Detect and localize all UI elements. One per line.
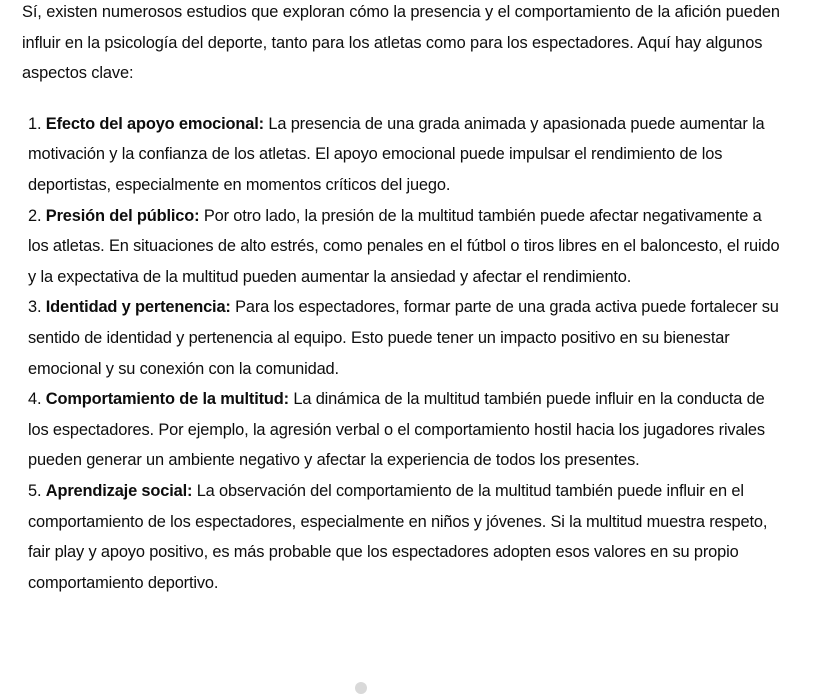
point-text: La observación del comportamiento de la multitud también puede influir en el comportamiento de los espectadores, especialmente en niños y jóvenes. Si la multitud muestra respeto, fair play y apoyo positivo, es más probable que los espectadores adopten esos valores en su propio comportamiento deportivo. [28,481,768,592]
point-title: Presión del público: [45,206,200,225]
intro-paragraph: Sí, existen numerosos estudios que exploran cómo la presencia y el comportamiento de la afición pueden influir en la psicología del deporte, tanto para los atletas como para los espectadores. Aquí hay algunos aspectos clave: [22,3,780,83]
point-text: Para los espectadores, formar parte de una grada activa puede fortalecer su sentido de identidad y pertenencia al equipo. Esto puede tener un impacto positivo en su bienestar emocional y su conexión con la comunidad. [28,298,779,378]
streaming-cursor-icon [355,682,367,694]
point-title: Efecto del apoyo emocional: [45,114,264,133]
list-item [28,384,780,476]
assistant-message [22,0,792,598]
list-item [28,201,780,293]
point-text: La dinámica de la multitud también puede influir en la conducta de los espectadores. Por ejemplo, la agresión verbal o el comportamiento hostil hacia los jugadores rivales pueden generar un ambiente negativo y afectar la experiencia de todos los presentes. [28,390,765,470]
list-item [28,476,780,598]
point-text: Por otro lado, la presión de la multitud también puede afectar negativamente a los atletas. En situaciones de alto estrés, como penales en el fútbol o tiros libres en el baloncesto, el ruido y la expectativa de la multitud pueden aumentar la ansiedad y afectar el rendimiento. [28,206,780,286]
key-points-list [22,109,780,599]
point-title: Aprendizaje social: [45,481,193,500]
point-text: La presencia de una grada animada y apasionada puede aumentar la motivación y la confianza de los atletas. El apoyo emocional puede impulsar el rendimiento de los deportistas, especialmente en momentos críticos del juego. [28,114,765,194]
point-title: Identidad y pertenencia: [45,298,231,317]
list-item [28,109,780,201]
list-item [28,292,780,384]
point-title: Comportamiento de la multitud: [45,390,289,409]
